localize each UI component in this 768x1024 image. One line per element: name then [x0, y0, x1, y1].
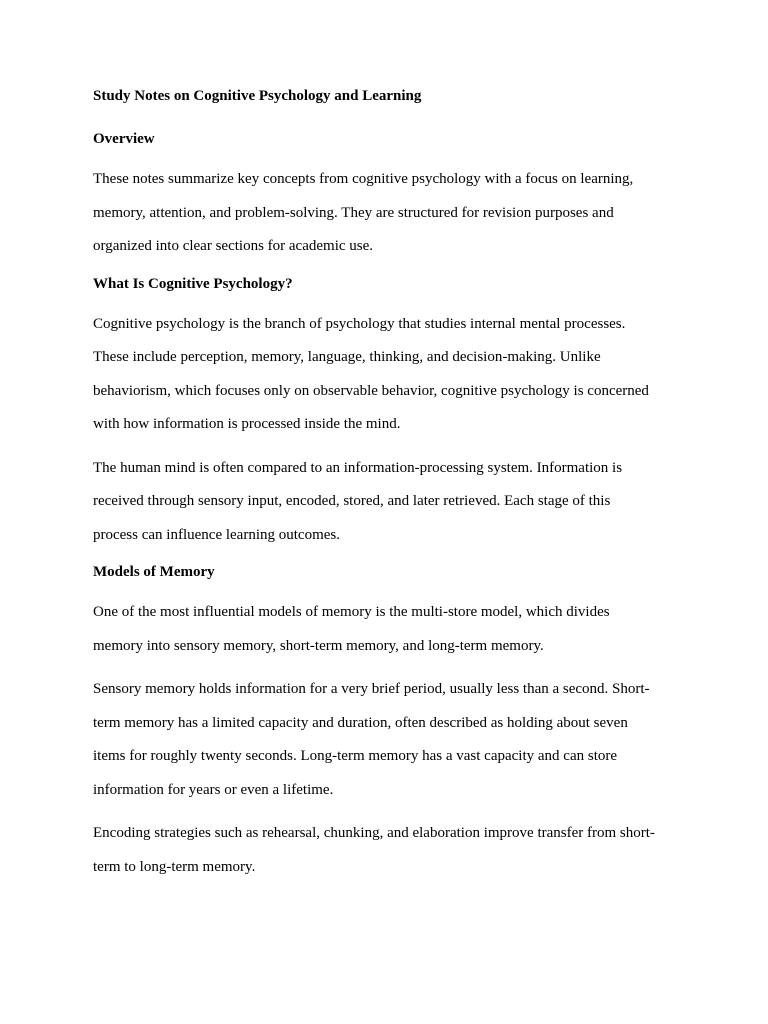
- paragraph-definition: [93, 308, 678, 442]
- paragraph-information-processing: [93, 452, 678, 553]
- text-line: The human mind is often compared to an information-processing system. Information is: [93, 459, 623, 476]
- text-line: memory into sensory memory, short-term memory, and long-term memory.: [93, 637, 544, 654]
- text-line: organized into clear sections for academic use.: [93, 238, 374, 254]
- document-page: [93, 86, 678, 884]
- text-line: process can influence learning outcomes.: [93, 526, 340, 543]
- text-line: These include perception, memory, language, thinking, and decision-making. Unlike: [93, 349, 601, 365]
- text-line: items for roughly twenty seconds. Long-term memory has a vast capacity and can store: [93, 748, 618, 764]
- text-line: These notes summarize key concepts from cognitive psychology with a focus on learning,: [93, 171, 634, 187]
- text-line: One of the most influential models of memory is the multi-store model, which divides: [93, 604, 610, 620]
- text-line: Encoding strategies such as rehearsal, chunking, and elaboration improve transfer from short-: [93, 825, 655, 841]
- document-title: Study Notes on Cognitive Psychology and Learning: [93, 88, 422, 104]
- text-line: with how information is processed inside the mind.: [93, 416, 401, 432]
- text-line: term memory has a limited capacity and duration, often described as holding about seven: [93, 714, 628, 731]
- section-heading-overview: Overview: [93, 131, 155, 147]
- text-line: term to long-term memory.: [93, 858, 256, 875]
- paragraph-multi-store-model: [93, 596, 678, 663]
- text-line: behaviorism, which focuses only on observable behavior, cognitive psychology is concerned: [93, 382, 649, 399]
- text-line: information for years or even a lifetime.: [93, 781, 334, 798]
- text-line: Sensory memory holds information for a very brief period, usually less than a second. Short-: [93, 681, 650, 697]
- paragraph-encoding-strategies: [93, 817, 678, 884]
- text-line: Cognitive psychology is the branch of psychology that studies internal mental processes.: [93, 315, 626, 332]
- paragraph-memory-stores: [93, 673, 678, 807]
- text-line: memory, attention, and problem-solving. They are structured for revision purposes and: [93, 204, 614, 221]
- paragraph-overview: [93, 163, 678, 264]
- section-heading-what-is-cognitive-psychology: What Is Cognitive Psychology?: [93, 275, 293, 292]
- section-heading-models-of-memory: Models of Memory: [93, 564, 215, 580]
- text-line: received through sensory input, encoded, stored, and later retrieved. Each stage of this: [93, 493, 611, 509]
